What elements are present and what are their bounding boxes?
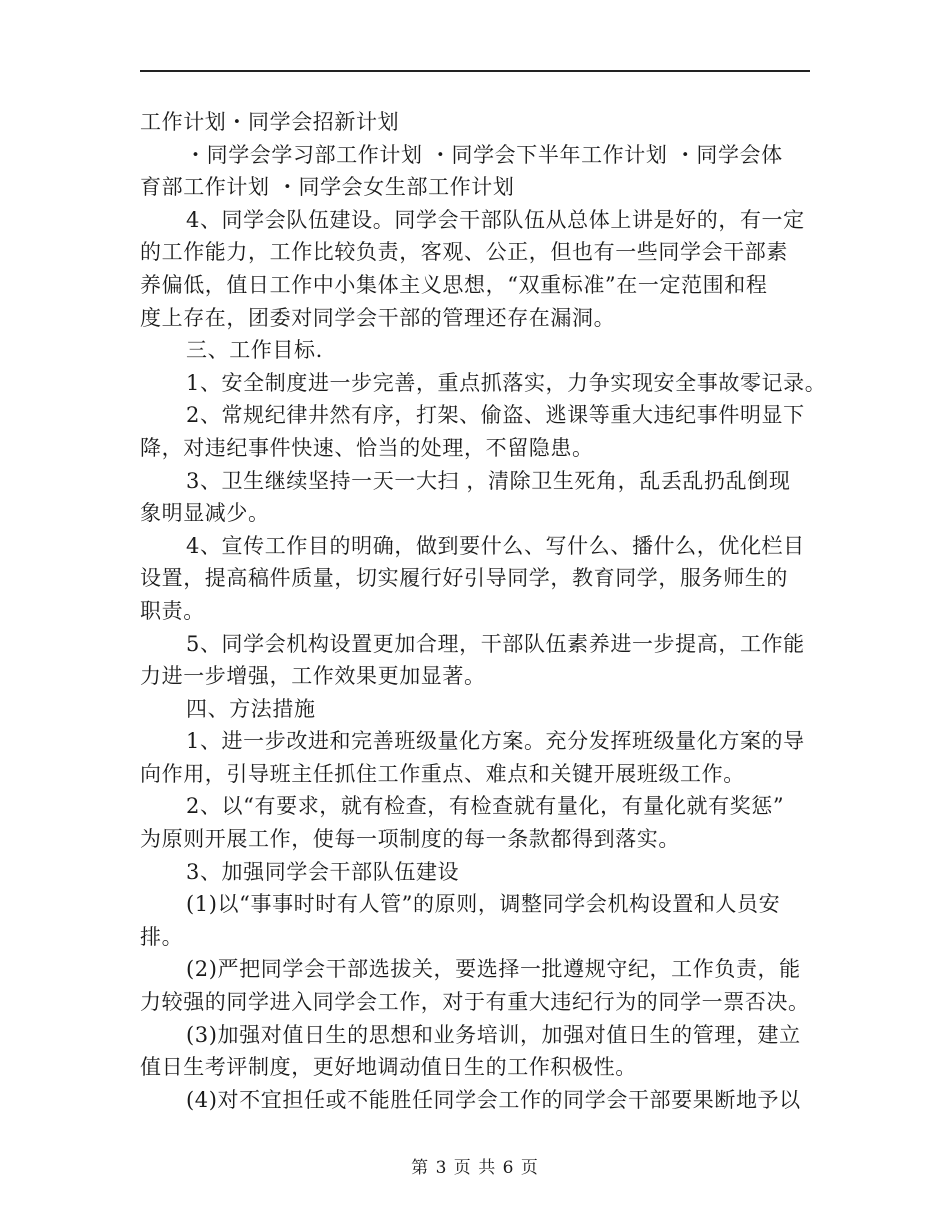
paragraph-start: 4、宣传工作目的明确，做到要什么、写什么、播什么，优化栏目 [186, 533, 805, 558]
paragraph-start: 1、安全制度进一步完善，重点抓落实，力争实现安全事故零记录。 [186, 370, 827, 395]
paragraph-start: 1、进一步改进和完善班级量化方案。充分发挥班级量化方案的导 [186, 729, 805, 754]
page-number-footer: 第 3 页 共 6 页 [411, 1158, 539, 1178]
paragraph-start: (4)对不宜担任或不能胜任同学会工作的同学会干部要果断地予以 [186, 1087, 801, 1112]
text-line: 力进一步增强，工作效果更加显著。 [140, 664, 486, 689]
header-rule [140, 70, 810, 72]
paragraph-start: (1)以“事事时时有人管”的原则，调整同学会机构设置和人员安 [186, 892, 781, 917]
text-line: 的工作能力，工作比较负责，客观、公正，但也有一些同学会干部素 [140, 240, 788, 265]
text-line: 象明显减少。 [140, 501, 270, 526]
text-line: 工作计划・同学会招新计划 [140, 110, 400, 134]
text-line: 值日生考评制度，更好地调动值日生的工作积极性。 [140, 1055, 637, 1080]
text-line: 育部工作计划 ・同学会女生部工作计划 [140, 175, 515, 200]
text-line: 为原则开展工作，使每一项制度的每一条款都得到落实。 [140, 827, 680, 852]
paragraph-start: 3、卫生继续坚持一天一大扫 ，清除卫生死角，乱丢乱扔乱倒现 [186, 468, 791, 493]
text-line: 力较强的同学进入同学会工作，对于有重大违纪行为的同学一票否决。 [140, 990, 810, 1015]
paragraph-start: (2)严把同学会干部选拔关，要选择一批遵规守纪，工作负责，能 [186, 957, 801, 982]
text-line: 设置，提高稿件质量，切实履行好引导同学，教育同学，服务师生的 [140, 566, 788, 591]
document-body [140, 106, 827, 1116]
paragraph-start: (3)加强对值日生的思想和业务培训，加强对值日生的管理，建立 [186, 1022, 801, 1047]
text-line: 排。 [140, 924, 184, 949]
text-line: 度上存在，团委对同学会干部的管理还存在漏洞。 [140, 305, 616, 330]
paragraph-start: 4、同学会队伍建设。同学会干部队伍从总体上讲是好的，有一定 [186, 207, 805, 232]
section-heading: 三、工作目标. [186, 338, 323, 363]
text-line: 职责。 [140, 598, 205, 623]
text-line: 向作用，引导班主任抓住工作重点、难点和关键开展班级工作。 [140, 761, 745, 786]
text-line: 养偏低，值日工作中小集体主义思想，“双重标准”在一定范围和程 [140, 272, 768, 297]
paragraph-start: 3、加强同学会干部队伍建设 [186, 859, 460, 884]
text-line: 降，对违纪事件快速、恰当的处理，不留隐患。 [140, 435, 594, 460]
paragraph-start: 5、同学会机构设置更加合理，干部队伍素养进一步提高，工作能 [186, 631, 805, 656]
text-line: ・同学会学习部工作计划 ・同学会下半年工作计划 ・同学会体 [185, 142, 783, 167]
paragraph-start: 2、常规纪律井然有序，打架、偷盗、逃课等重大违纪事件明显下 [186, 403, 805, 428]
section-heading: 四、方法措施 [186, 696, 316, 721]
paragraph-start: 2、以“有要求，就有检查，有检查就有量化，有量化就有奖惩” [186, 794, 785, 819]
